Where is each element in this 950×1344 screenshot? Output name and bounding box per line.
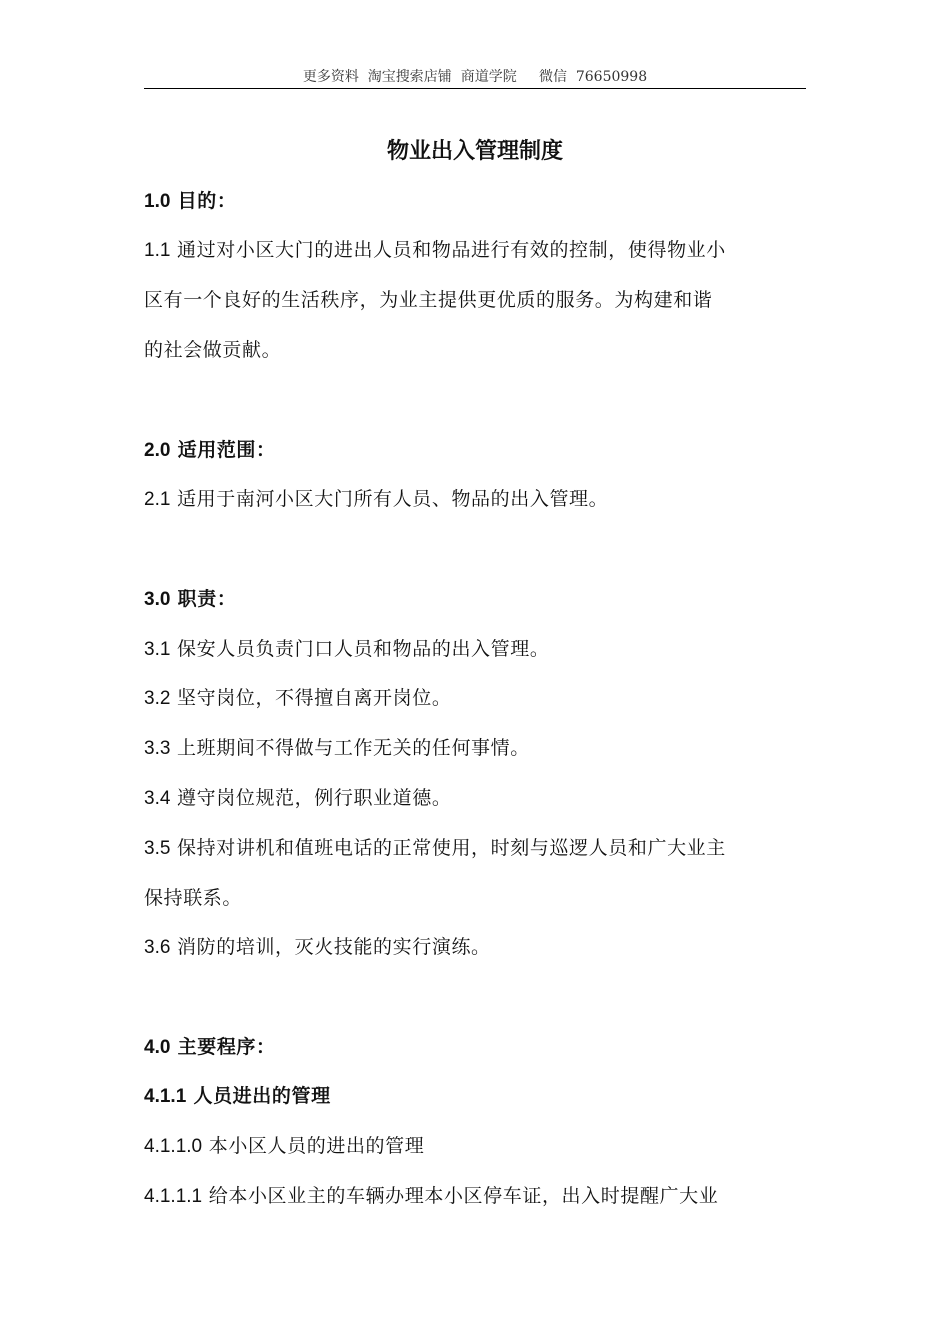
item-number: 3.2 <box>144 688 171 709</box>
section-number: 2.0 <box>144 440 171 461</box>
subsection-heading <box>144 1081 806 1111</box>
section-number: 1.0 <box>144 191 171 212</box>
section-number: 3.0 <box>144 589 171 610</box>
paragraph-line <box>144 683 806 713</box>
item-text: 的社会做贡献。 <box>144 339 282 361</box>
item-number: 3.1 <box>144 639 171 660</box>
paragraph-line <box>144 932 806 962</box>
item-text: 坚守岗位，不得擅自离开岗位。 <box>170 687 452 709</box>
paragraph-line <box>144 285 806 315</box>
item-text: 适用于南河小区大门所有人员、物品的出入管理。 <box>170 488 609 510</box>
section-text: 职责： <box>170 588 237 610</box>
item-number: 4.1.1.0 <box>144 1136 203 1157</box>
page-header: 更多资料 淘宝搜索店铺 商道学院 微信 76650998 <box>302 69 648 85</box>
item-number: 3.3 <box>144 738 171 759</box>
document-title: 物业出入管理制度 <box>386 138 563 164</box>
paragraph-line <box>144 883 806 913</box>
header-divider <box>144 88 806 89</box>
section-heading <box>144 584 806 614</box>
item-text: 保持对讲机和值班电话的正常使用，时刻与巡逻人员和广大业主 <box>170 837 726 859</box>
section-heading <box>144 435 806 465</box>
section-text: 目的： <box>170 190 237 212</box>
section-number: 4.0 <box>144 1037 171 1058</box>
item-number: 3.5 <box>144 838 171 859</box>
item-text: 上班期间不得做与工作无关的任何事情。 <box>170 737 530 759</box>
section-text: 适用范围： <box>170 439 276 461</box>
item-number: 1.1 <box>144 240 171 261</box>
paragraph-line <box>144 833 806 863</box>
item-text: 保安人员负责门口人员和物品的出入管理。 <box>170 638 550 660</box>
item-text: 通过对小区大门的进出人员和物品进行有效的控制，使得物业小 <box>170 239 726 261</box>
section-heading <box>144 186 806 216</box>
paragraph-line <box>144 335 806 365</box>
paragraph-line <box>144 783 806 813</box>
item-number: 3.6 <box>144 937 171 958</box>
section-text: 主要程序： <box>170 1036 276 1058</box>
paragraph-line <box>144 733 806 763</box>
item-number: 3.4 <box>144 788 171 809</box>
section-text: 人员进出的管理 <box>186 1085 331 1107</box>
section-number: 4.1.1 <box>144 1086 187 1107</box>
paragraph-line <box>144 1181 806 1211</box>
item-text: 本小区人员的进出的管理 <box>202 1135 425 1157</box>
item-text: 给本小区业主的车辆办理本小区停车证，出入时提醒广大业 <box>202 1185 719 1207</box>
section-heading <box>144 1032 806 1062</box>
paragraph-line <box>144 1131 806 1161</box>
item-number: 4.1.1.1 <box>144 1186 203 1207</box>
item-text: 遵守岗位规范，例行职业道德。 <box>170 787 452 809</box>
item-text: 消防的培训，灭火技能的实行演练。 <box>170 936 491 958</box>
item-text: 区有一个良好的生活秩序，为业主提供更优质的服务。为构建和谐 <box>144 289 713 311</box>
item-text: 保持联系。 <box>144 887 243 909</box>
item-number: 2.1 <box>144 489 171 510</box>
paragraph-line <box>144 235 806 265</box>
paragraph-line <box>144 634 806 664</box>
paragraph-line <box>144 484 806 514</box>
